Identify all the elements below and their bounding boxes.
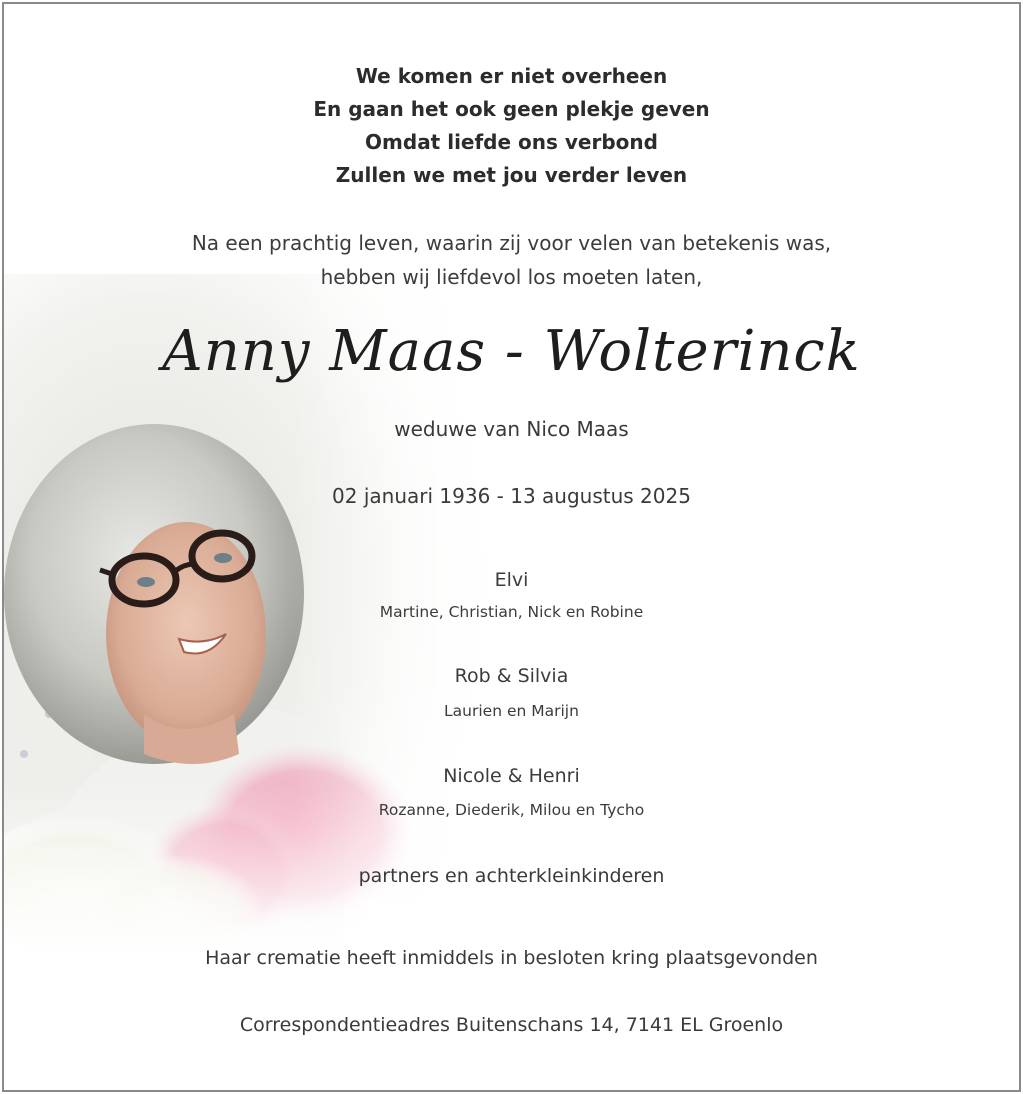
cremation-note: Haar crematie heeft inmiddels in besloten kring plaatsgevonden — [205, 947, 818, 969]
family-head-3: Nicole & Henri — [443, 765, 580, 787]
family-head-1: Elvi — [494, 569, 529, 591]
family-sub-3: Rozanne, Diederik, Milou en Tycho — [378, 801, 645, 819]
partners-line: partners en achterkleinkinderen — [358, 865, 665, 887]
intro-line-1: Na een prachtig leven, waarin zij voor velen van betekenis was, — [191, 231, 832, 255]
poem-line-4: Zullen we met jou verder leven — [335, 163, 688, 187]
poem-line-3: Omdat liefde ons verbond — [365, 130, 658, 154]
family-sub-1: Martine, Christian, Nick en Robine — [379, 603, 644, 621]
obituary-card — [2, 2, 1021, 1092]
life-dates: 02 januari 1936 - 13 augustus 2025 — [332, 484, 691, 508]
widow-of: weduwe van Nico Maas — [394, 417, 629, 441]
deceased-name: Anny Maas - Wolterinck — [162, 319, 861, 384]
family-head-2: Rob & Silvia — [454, 665, 569, 687]
poem-line-2: En gaan het ook geen plekje geven — [313, 97, 710, 121]
poem-line-1: We komen er niet overheen — [355, 64, 668, 88]
intro-text — [4, 226, 1019, 294]
family-sub-2: Laurien en Marijn — [444, 702, 579, 720]
intro-line-2: hebben wij liefdevol los moeten laten, — [320, 265, 703, 289]
poem — [4, 60, 1019, 192]
correspondence-address: Correspondentieadres Buitenschans 14, 7141 EL Groenlo — [239, 1014, 784, 1036]
